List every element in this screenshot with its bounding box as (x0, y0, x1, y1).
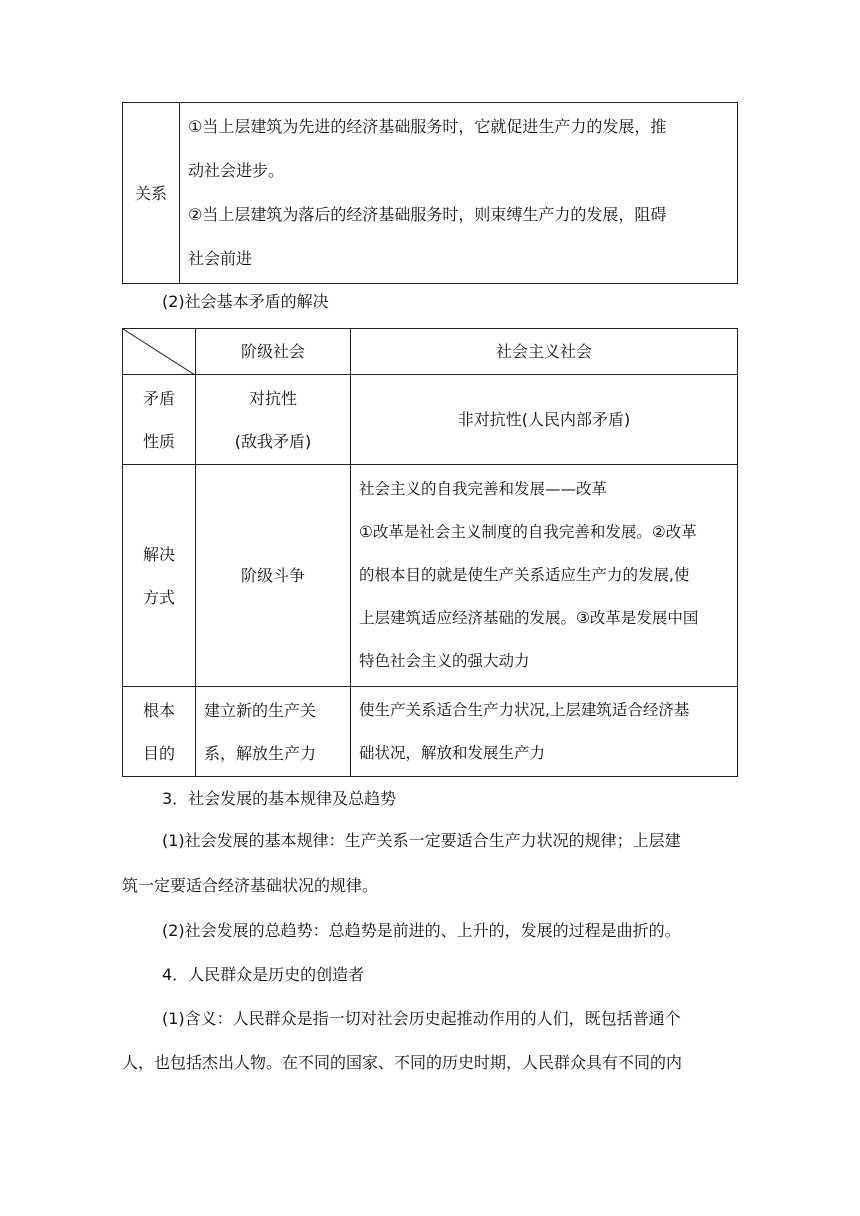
cell-line: 阶级斗争 (240, 566, 305, 585)
cell-line: 对抗性 (248, 388, 297, 408)
label-line: 解决 (142, 544, 175, 564)
cell-purpose-socialist (351, 687, 738, 777)
heading-3: 3．社会发展的基本规律及总趋势 (162, 789, 397, 808)
cell-line: ①改革是社会主义制度的自我完善和发展。②改革 (359, 523, 697, 541)
cell-nature-socialist (351, 375, 738, 465)
contradiction-table (122, 328, 738, 777)
cell-line: 础状况，解放和发展生产力 (359, 743, 546, 762)
label-line: 性质 (142, 431, 175, 451)
relation-line: 动社会进步。 (188, 161, 285, 180)
row-label-method (123, 465, 196, 687)
paragraph-line: (2)社会发展的总趋势：总趋势是前进的、上升的，发展的过程是曲折的。 (162, 921, 681, 940)
cell-line: 特色社会主义的强大动力 (359, 652, 530, 670)
cell-line: 系，解放生产力 (204, 743, 317, 763)
label-line: 矛盾 (142, 388, 175, 408)
paragraph-line: 筑一定要适合经济基础状况的规律。 (122, 876, 379, 895)
relation-line: ①当上层建筑为先进的经济基础服务时，它就促进生产力的发展，推 (188, 117, 667, 136)
relation-line: ②当上层建筑为落后的经济基础服务时，则束缚生产力的发展，阻碍 (188, 205, 667, 224)
cell-line: 建立新的生产关 (204, 700, 317, 720)
cell-line: 使生产关系适合生产力状况,上层建筑适合经济基 (359, 700, 690, 719)
label-line: 目的 (142, 743, 175, 763)
section-title: (2)社会基本矛盾的解决 (162, 292, 329, 311)
diagonal-line (123, 329, 195, 375)
cell-line: 社会主义的自我完善和发展——改革 (359, 480, 608, 498)
row-label-purpose (123, 687, 196, 777)
cell-line: 非对抗性(人民内部矛盾) (457, 410, 631, 429)
cell-line: 的根本目的就是使生产关系适应生产力的发展,使 (359, 566, 690, 584)
label-line: 方式 (142, 587, 175, 607)
cell-nature-class (196, 375, 351, 465)
cell-line: (敌我矛盾) (234, 431, 312, 451)
cell-method-socialist (351, 465, 738, 687)
paragraph-line: (1)社会发展的基本规律：生产关系一定要适合生产力状况的规律；上层建 (162, 831, 681, 850)
heading-4: 4．人民群众是历史的创造者 (162, 965, 365, 984)
paragraph-line: 人，也包括杰出人物。在不同的国家、不同的历史时期，人民群众具有不同的内 (122, 1053, 683, 1072)
relation-line: 社会前进 (188, 249, 253, 268)
relation-table (122, 102, 738, 284)
cell-line: 上层建筑适应经济基础的发展。③改革是发展中国 (359, 609, 699, 627)
cell-purpose-class (196, 687, 351, 777)
label-line: 根本 (142, 700, 175, 720)
relation-content (180, 103, 738, 284)
header-socialist-society: 社会主义社会 (351, 329, 738, 375)
diagonal-header-cell (123, 329, 196, 375)
row-label-nature (123, 375, 196, 465)
paragraph-line: (1)含义：人民群众是指一切对社会历史起推动作用的人们，既包括普通个 (162, 1009, 681, 1028)
header-class-society: 阶级社会 (196, 329, 351, 375)
cell-method-class (196, 465, 351, 687)
relation-label: 关系 (123, 103, 180, 284)
